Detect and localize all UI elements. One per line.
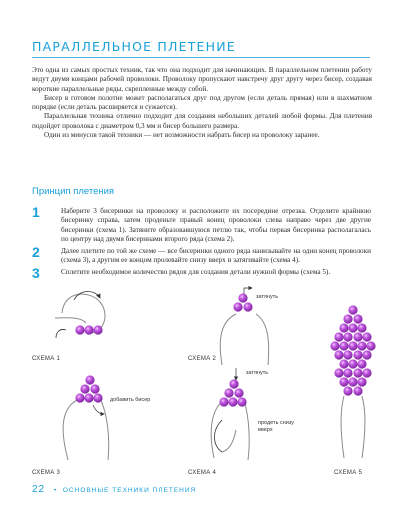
bead (219, 397, 228, 406)
intro-paragraph-3: Параллельная техника отлично подходит для создания небольших деталей любой формы. Для плетения подойдет проволока с диаметром 0,3 мм и бисер большего размера. (32, 112, 372, 130)
bead (362, 350, 371, 359)
footer-bullet: • (53, 487, 61, 494)
bead (357, 377, 366, 386)
bead (362, 368, 371, 377)
bead (85, 375, 94, 384)
scheme-1-diagram (55, 292, 105, 339)
intro-paragraph-2: Бисер в готовом полотне может располагаться друг под другом (если деталь прямая) или в шахматном порядке (если деталь расширяется и сужается). (32, 93, 372, 112)
bead (234, 388, 243, 397)
bead (343, 314, 352, 323)
bead (233, 302, 242, 311)
bead (84, 325, 93, 334)
bead (334, 350, 343, 359)
tighten-label: затянуть (256, 294, 279, 300)
bead (357, 341, 366, 350)
step-text: Сплетите необходимое количество рядов для создания детали нужной формы (схема 5). (61, 268, 331, 276)
bead (353, 314, 362, 323)
bead (343, 332, 352, 341)
bead (339, 377, 348, 386)
bead (224, 388, 233, 397)
bead (339, 341, 348, 350)
thread-label-line-1: продеть снизу (258, 420, 295, 426)
step-number: 3 (32, 265, 40, 281)
step-text: Далее плетите по той же схеме — все бисеринки одного ряда нанизывайте на один конец проволоки (схема 3), а другим ее концом пролевайте снизу вверх и затягивайте (схема 4). (61, 247, 371, 265)
thread-label-line-2: вверх (258, 427, 273, 433)
bead (353, 368, 362, 377)
step-number: 2 (32, 244, 40, 260)
scheme-2-caption: схема 2 (188, 356, 217, 362)
bead (366, 341, 375, 350)
bead (348, 323, 357, 332)
bead (75, 393, 84, 402)
bead (362, 332, 371, 341)
bead (228, 397, 237, 406)
page-footer (32, 484, 196, 495)
bead (348, 305, 357, 314)
page-number: 22 (32, 484, 46, 495)
scheme-5-caption: схема 5 (334, 470, 363, 476)
bead (343, 350, 352, 359)
bead (353, 386, 362, 395)
scheme-4-diagram (211, 368, 249, 460)
page-title: ПАРАЛЛЕЛЬНОЕ ПЛЕТЕНИЕ (32, 39, 236, 54)
bead (334, 332, 343, 341)
bead (357, 359, 366, 368)
bead (343, 368, 352, 377)
scheme-3-diagram (63, 375, 109, 460)
bead (334, 368, 343, 377)
scheme-3-caption: схема 3 (32, 470, 61, 476)
bead (348, 341, 357, 350)
bead (243, 302, 252, 311)
bead (353, 350, 362, 359)
bead (229, 379, 238, 388)
scheme-1-caption: схема 1 (32, 356, 61, 362)
bead (80, 384, 89, 393)
bead (75, 325, 84, 334)
step-text: Наберите 3 бисеринки на проволоку и расположите их посередине отрезка. Отделите крайнюю бисеринку справа, затем проденьте правый конец проволоки слева направо через две другие бисеринки (схема 1). Затяните образовавшуюся петлю так, чтобы первая бисеринка располагалась по центру над двумя бисеринами второго ряда (схема 2). (61, 207, 371, 243)
bead (343, 386, 352, 395)
bead (238, 293, 247, 302)
bead (84, 393, 93, 402)
bead (93, 393, 102, 402)
intro-paragraph-1: Это одна из самых простых техник, так что она подходит для начинающих. В параллельном плетении работу ведут двумя концами рабочей проволоки. Проволоку пропускают навстречу друг другу через бисер, создавая короткие параллельные ряды, скрепленные между собой. (32, 66, 372, 93)
bead (93, 325, 102, 334)
step-number: 1 (32, 204, 40, 220)
bead (339, 359, 348, 368)
tighten-label-2: затянуть (246, 370, 269, 376)
bead (348, 377, 357, 386)
add-beads-label: добавить бисер (110, 397, 151, 403)
bead (353, 332, 362, 341)
bead (90, 384, 99, 393)
bead (357, 323, 366, 332)
section-subtitle: Принцип плетения (32, 186, 115, 197)
bead (330, 341, 339, 350)
footer-section-title: ОСНОВНЫЕ ТЕХНИКИ ПЛЕТЕНИЯ (62, 487, 197, 494)
intro-paragraph-4: Один из минусов такой техники — нет возможности набрать бисер на проволоку заранее. (44, 131, 320, 140)
bead (339, 323, 348, 332)
scheme-4-caption: схема 4 (188, 470, 217, 476)
bead (348, 359, 357, 368)
bead (237, 397, 246, 406)
scheme-5-diagram (330, 305, 375, 458)
